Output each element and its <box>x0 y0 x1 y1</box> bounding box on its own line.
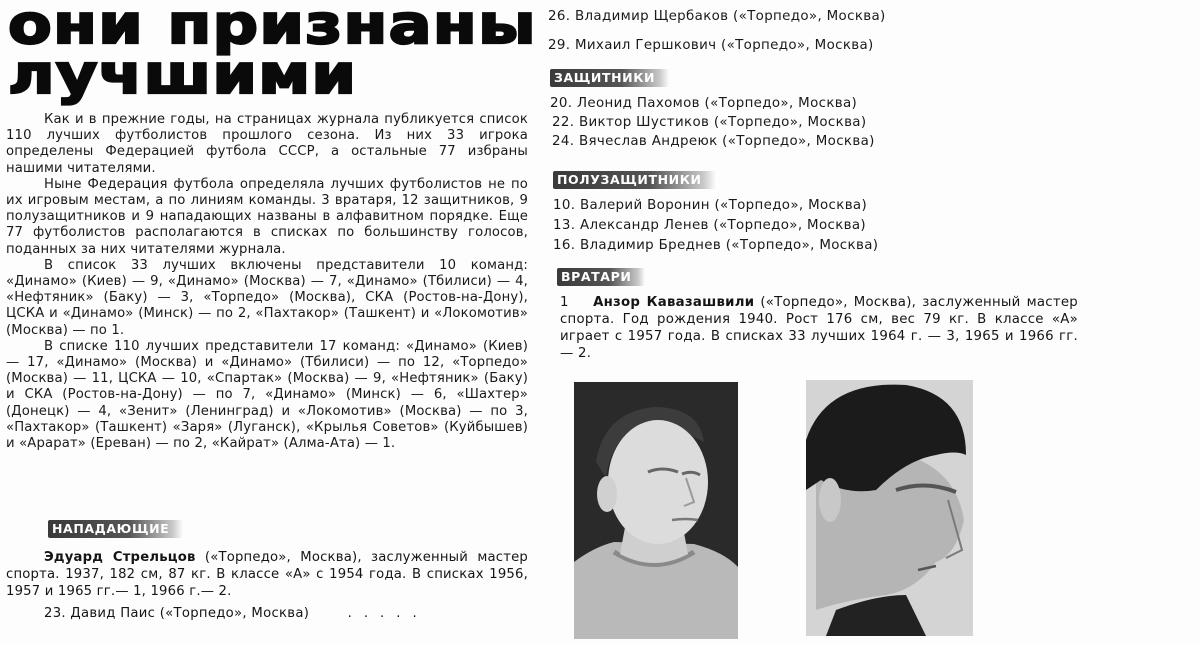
intro-text <box>6 112 528 452</box>
list-item-text: Леонид Пахомов («Торпедо», Москва) <box>576 96 858 111</box>
list-item-number: 1 <box>560 295 569 310</box>
list-item-number: 22. <box>552 115 575 130</box>
list-item <box>44 606 429 621</box>
list-item-number: 23. <box>44 606 66 621</box>
headline <box>8 0 537 106</box>
list-item <box>553 218 866 233</box>
list-item-number: 24. <box>552 134 575 149</box>
list-item <box>548 38 874 53</box>
section-header-forwards: НАПАДАЮЩИЕ <box>48 520 183 538</box>
section-header-midfielders: ПОЛУЗАЩИТНИКИ <box>553 171 716 189</box>
list-item-number: 20. <box>550 96 573 111</box>
list-item-text: Михаил Гершкович («Торпедо», Москва) <box>574 38 874 53</box>
list-item <box>548 9 886 24</box>
headline-line-2: лучшими <box>8 43 358 106</box>
list-item <box>552 115 866 130</box>
featured-goalkeeper-entry <box>560 294 1078 362</box>
list-item-text: Владимир Щербаков («Торпедо», Москва) <box>574 9 886 24</box>
list-item <box>553 198 867 213</box>
section-header-defenders: ЗАЩИТНИКИ <box>550 69 669 87</box>
featured-forward-entry <box>6 549 528 600</box>
portrait-image <box>574 382 738 639</box>
list-item <box>553 238 878 253</box>
intro-paragraph: В списке 110 лучших представители 17 команд: «Динамо» (Киев) — 17, «Динамо» (Москва) и «Динамо» (Тбилиси) — по 12, «Торпедо» (Москва) — 11, ЦСКА — 10, «Спартак» (Москва) — 9, «Нефтяник» (Баку) и СКА (Ростов-на-Дону) — по 7, «Динамо» (Минск) — 6, «Шахтер» (Донецк) — 4, «Зенит» (Ленинград) и «Локомотив» (Москва) — по 3, «Пахтакор» (Ташкент) «Заря» (Луганск), «Крылья Советов» (Куйбышев) и «Арарат» (Ереван) — по 2, «Кайрат» (Алма-Ата) — 1. <box>6 338 528 452</box>
list-item-text: Давид Паис («Торпедо», Москва) <box>70 606 310 621</box>
list-item-text: Вячеслав Андреюк («Торпедо», Москва) <box>578 134 875 149</box>
list-item-number: 13. <box>553 218 576 233</box>
intro-paragraph: В список 33 лучших включены представители 10 команд: «Динамо» (Киев) — 9, «Динамо» (Москва) — 7, «Динамо» (Тбилиси) — 4, «Нефтяник» (Баку) — 3, «Торпедо» (Москва), СКА (Ростов-на-Дону), ЦСКА и «Динамо» (Минск) — по 2, «Пахтакор» (Ташкент) и «Локомотив» (Москва) — по 1. <box>6 257 528 338</box>
list-item-text: Виктор Шустиков («Торпедо», Москва) <box>578 115 867 130</box>
list-item <box>552 134 875 149</box>
leader-dots: ..... <box>347 606 429 621</box>
player-photo-2 <box>806 380 973 636</box>
portrait-image <box>806 380 973 636</box>
list-item-number: 10. <box>553 198 576 213</box>
player-name: Анзор Кавазашвили <box>593 295 755 310</box>
list-item-number: 29. <box>548 38 571 53</box>
player-details: («Торпедо», Москва), заслуженный мастер спорта. 1937, 182 см, 87 кг. В классе «А» с 1954 года. В списках 1956, 1957 и 1965 гг.— 1, 1966 г.— 2. <box>6 550 528 599</box>
player-photo-1 <box>574 382 738 639</box>
intro-paragraph: Ныне Федерация футбола определяла лучших футболистов не по их игровым местам, а по линиям команды. 3 вратаря, 12 защитников, 9 полузащитников и 9 нападающих названы в алфавитном порядке. Еще 77 футболистов располагаются в списках по большинству голосов, поданных за них читателями журнала. <box>6 176 528 257</box>
list-item-number: 26. <box>548 9 571 24</box>
list-item <box>550 96 857 111</box>
section-header-goalkeepers: ВРАТАРИ <box>557 268 645 286</box>
intro-paragraph: Как и в прежние годы, на страницах журнала публикуется список 110 лучших футболистов прошлого сезона. Из них 33 игрока определены Федерацией футбола СССР, а остальные 77 избраны нашими читателями. <box>6 112 528 176</box>
list-item-number: 16. <box>553 238 576 253</box>
list-item-text: Александр Ленев («Торпедо», Москва) <box>579 218 867 233</box>
player-details: («Торпедо», Москва), заслуженный мастер спорта. Год рождения 1940. Рост 176 см, вес 79 кг. В классе «А» играет с 1957 года. В списках 33 лучших 1964 г. — 3, 1965 и 1966 гг.— 2. <box>560 295 1078 361</box>
list-item-text: Валерий Воронин («Торпедо», Москва) <box>579 198 868 213</box>
player-name: Эдуард Стрельцов <box>44 550 196 565</box>
list-item-text: Владимир Бреднев («Торпедо», Москва) <box>579 238 879 253</box>
headline-line-1: они признаны <box>8 0 537 56</box>
